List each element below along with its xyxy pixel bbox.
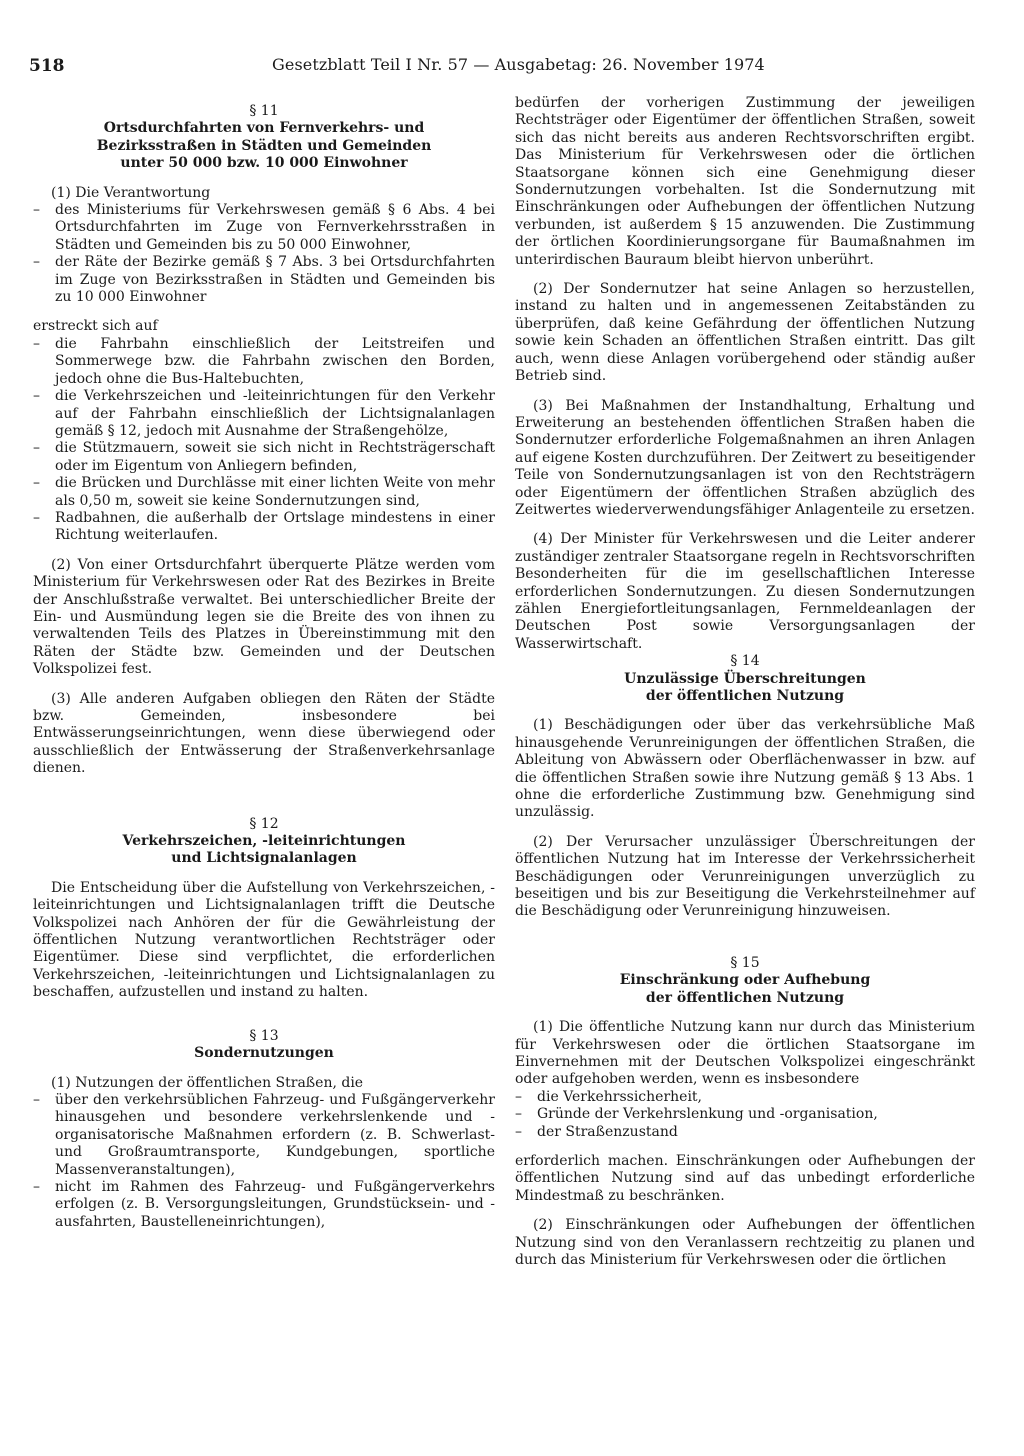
paragraph: bedürfen der vorherigen Zustimmung der jeweiligen Rechtsträger oder Eigentümer der öffentlichen Straßen, soweit sich das nicht bereits aus anderen Rechtsvorschriften ergibt. Das Ministerium für Verkehrswesen oder die örtlichen Staatsorgane können sich eine Genehmigung dieser Sondernutzungen vorbehalten. Ist die Sondernutzung mit Einschränkungen oder Aufhebungen der öffentlichen Nutzung verbunden, ist außerdem § 15 anzuwenden. Die Zustimmung der örtlichen Koordinierungsorgane für Baumaßnahmen im unterirdischen Bauraum bleibt hiervon unberührt. xyxy=(515,95,975,268)
section-15-title xyxy=(515,972,975,1007)
section-15-number: § 15 xyxy=(730,954,760,971)
dash-item: – die Stützmauern, soweit sie sich nicht in Rechtsträgerschaft oder im Eigentum von Anliegern befinden, xyxy=(33,440,495,475)
paragraph: (1) Die öffentliche Nutzung kann nur durch das Ministerium für Verkehrswesen oder die örtlichen Staatsorgane im Einvernehmen mit der Deutschen Volkspolizei eingeschränkt oder aufgehoben werden, wenn es insbesondere xyxy=(515,1019,975,1088)
dash-item: – die Brücken und Durchlässe mit einer lichten Weite von mehr als 0,50 m, soweit sie keine Sondernutzungen sind, xyxy=(33,475,495,510)
paragraph: (2) Von einer Ortsdurchfahrt überquerte Plätze werden vom Ministerium für Verkehrswesen oder Rat des Bezirkes in Breite der Anschlußstraße verwaltet. Bei unterschiedlicher Breite der Ein- und Ausmündung legen sie die Breite des von ihnen zu verwaltenden Teils des Platzes in Übereinstimmung mit den Räten der Städte bzw. Gemeinden und der Deutschen Volkspolizei fest. xyxy=(33,556,495,678)
dash-item: – des Ministeriums für Verkehrswesen gemäß § 6 Abs. 4 bei Ortsdurchfahrten im Zuge von Fernverkehrsstraßen in Städten und Gemeinden bis zu 50 000 Einwohner, xyxy=(33,202,495,254)
right-column xyxy=(515,95,975,1269)
paragraph: (2) Der Verursacher unzulässiger Überschreitungen der öffentlichen Nutzung hat im Interesse der Verkehrssicherheit Beschädigungen oder Verunreinigungen unverzüglich zu beseitigen und bis zur Beseitigung die Verkehrsteilnehmer auf die Beschädigung oder Verunreinigung hinzuweisen. xyxy=(515,833,975,920)
paragraph: (3) Bei Maßnahmen der Instandhaltung, Erhaltung und Erweiterung an bestehenden öffentlichen Straßen haben die Sondernutzer erforderliche Folgemaßnahmen an ihren Anlagen auf eigene Kosten durchzuführen. Der Zeitwert zu beseitigender Teile von Sondernutzungsanlagen ist von den Rechtsträgern oder Eigentümern der öffentlichen Straßen abzüglich des Zeitwertes wiederverwendungsfähiger Anlagenteile zu ersetzen. xyxy=(515,397,976,518)
paragraph: erstreckt sich auf xyxy=(33,318,158,335)
running-header: Gesetzblatt Teil I Nr. 57 — Ausgabetag: 26. November 1974 xyxy=(272,55,765,74)
dash-item: – Radbahnen, die außerhalb der Ortslage mindestens in einer Richtung weiterlaufen. xyxy=(33,510,495,545)
section-15-title-line: Einschränkung oder Aufhebung xyxy=(619,972,871,989)
section-12-title-line: Verkehrszeichen, -leiteinrichtungen xyxy=(122,833,406,850)
dash-item: – die Fahrbahn einschließlich der Leitstreifen und Sommerwege bzw. die Fahrbahn zwischen den Borden, jedoch ohne die Bus-Haltebuchten, xyxy=(33,336,495,388)
section-11-title-line: Bezirksstraßen in Städten und Gemeinden xyxy=(96,137,432,154)
paragraph: (2) Einschränkungen oder Aufhebungen der öffentlichen Nutzung sind von den Veranlassern rechtzeitig zu planen und durch das Ministerium für Verkehrswesen oder die örtlichen xyxy=(515,1217,975,1268)
section-15-title-line: der öffentlichen Nutzung xyxy=(645,989,845,1006)
dash-item: – die Verkehrssicherheit, xyxy=(515,1089,975,1106)
dash-item: – der Straßenzustand xyxy=(515,1124,975,1141)
section-13-title-line: Sondernutzungen xyxy=(194,1045,334,1062)
section-11-title-line: unter 50 000 bzw. 10 000 Einwohner xyxy=(120,155,408,172)
section-13-title xyxy=(33,1045,495,1062)
section-14-title-line: Unzulässige Überschreitungen xyxy=(624,670,866,687)
paragraph: (4) Der Minister für Verkehrswesen und die Leiter anderer zuständiger zentraler Staatsorgane regeln in Rechtsvorschriften Besonderheiten für die im gesellschaftlichen Interesse erforderlichen Sondernutzungen. Zu diesen Sondernutzungen zählen Energiefortleitungsanlagen, Fernmeldeanlagen der Deutschen Post sowie Versorgungsanlagen der Wasserwirtschaft. xyxy=(515,531,975,652)
section-11-number: § 11 xyxy=(249,103,279,119)
section-12-title xyxy=(33,833,495,868)
paragraph: (1) Nutzungen der öffentlichen Straßen, die xyxy=(51,1074,364,1091)
section-11-title xyxy=(33,120,495,172)
section-13-number: § 13 xyxy=(249,1027,279,1044)
paragraph: erforderlich machen. Einschränkungen oder Aufhebungen der öffentlichen Nutzung sind auf das unbedingt erforderliche Mindestmaß zu beschränken. xyxy=(515,1152,975,1204)
paragraph: (2) Der Sondernutzer hat seine Anlagen so herzustellen, instand zu halten und in angemessenen Zeitabständen zu überprüfen, daß keine Gefährdung der öffentlichen Nutzung sowie kein Schaden an öffentlichen Straßen eintritt. Das gilt auch, wenn diese Anlagen vorübergehend oder ständig außer Betrieb sind. xyxy=(515,281,975,385)
section-14-title-line: der öffentlichen Nutzung xyxy=(645,688,845,704)
page-number: 518 xyxy=(29,56,65,76)
paragraph: (1) Beschädigungen oder über das verkehrsübliche Maß hinausgehende Verunreinigungen der öffentlichen Straßen, die Ableitung von Abwässern oder Oberflächenwasser in bzw. auf die öffentlichen Straßen sowie ihre Nutzung gemäß § 13 Abs. 1 ohne die erforderliche Zustimmung bzw. Genehmigung sind unzulässig. xyxy=(515,717,975,821)
paragraph: (3) Alle anderen Aufgaben obliegen den Räten der Städte bzw. Gemeinden, insbesondere bei Entwässerungseinrichtungen, wenn diese überwiegend oder ausschließlich der Entwässerung der Straßenverkehrsanlage dienen. xyxy=(33,690,495,777)
section-12-title-line: und Lichtsignalanlagen xyxy=(171,850,357,867)
paragraph: (1) Die Verantwortung xyxy=(51,184,211,201)
paragraph: Die Entscheidung über die Aufstellung von Verkehrszeichen, -leiteinrichtungen und Lichtsignalanlagen trifft die Deutsche Volkspolizei nach Anhören der für die Gewährleistung der öffentlichen Nutzung verantwortlichen Rechtsträger oder Eigentümer. Diese sind verpflichtet, die erforderlichen Verkehrszeichen, -leiteinrichtungen und Lichtsignalanlagen zu beschaffen, aufzustellen und instand zu halten. xyxy=(33,879,495,1001)
section-14-number: § 14 xyxy=(730,653,760,670)
dash-item: – die Verkehrszeichen und -leiteinrichtungen für den Verkehr auf der Fahrbahn einschließlich der Lichtsignalanlagen gemäß § 12, jedoch mit Ausnahme der Straßengehölze, xyxy=(33,388,495,440)
dash-item: – nicht im Rahmen des Fahrzeug- und Fußgängerverkehrs erfolgen (z. B. Versorgungsleitungen, Grundstücksein- und -ausfahrten, Baustelleneinrichtungen), xyxy=(33,1179,495,1231)
section-12-number: § 12 xyxy=(249,815,279,832)
left-column xyxy=(33,95,495,1231)
dash-item: – Gründe der Verkehrslenkung und -organisation, xyxy=(515,1106,975,1123)
section-11-title-line: Ortsdurchfahrten von Fernverkehrs- und xyxy=(103,120,425,137)
dash-item: – über den verkehrsüblichen Fahrzeug- und Fußgängerverkehr hinausgehen und besondere verkehrslenkende und -organisatorische Maßnahmen erfordern (z. B. Schwerlast- und Großraumtransporte, Kundgebungen, sportliche Massenveranstaltungen), xyxy=(33,1092,495,1179)
dash-item: – der Räte der Bezirke gemäß § 7 Abs. 3 bei Ortsdurchfahrten im Zuge von Bezirksstraßen in Städten und Gemeinden bis zu 10 000 Einwohner xyxy=(33,254,495,306)
section-14-title xyxy=(515,671,975,706)
